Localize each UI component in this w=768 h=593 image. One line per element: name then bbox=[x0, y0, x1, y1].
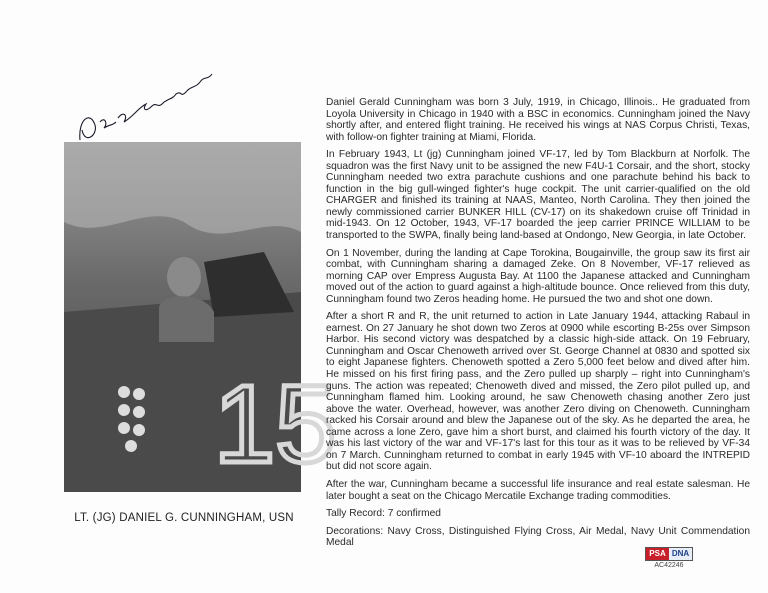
psa-dna-logo bbox=[645, 547, 693, 561]
bio-paragraph-rabaul: After a short R and R, the unit returned to action in Late January 1944, attacking Rabaul in earnest. On 27 January he shot down two Zeros at 0900 while escorting B-25s over Simpson Harbor. His second victory was despatched by a classic high-side attack. On 19 February, Cunningham and Oscar Chenoweth arrived over St. George Channel at 0830 and spotted six to eight Japanese fighters. Chenoweth spotted a Zero 5,000 feet below and dived after him. He missed on his first firing pass, and the Zero pulled up sharply – right into Cunningham's guns. The action was repeated; Chenoweth dived and missed, the Zero pilot pulled up, and Cunningham flamed him. Looking around, he saw Chenoweth chasing another Zero just above the water. Overhead, however, was another Zero diving on Chenoweth. Cunningham racked his Corsair around and blew the Japanese out of the sky. As he departed the area, he came across a lone Zero, gave him a short burst, and claimed his fourth victory of the day. It was his last victory of the war and VF-17's last for this tour as it was to be relieved by VF-34 on 7 March. Cunningham returned to combat in early 1945 with VF-10 aboard the INTREPID but did not score again. bbox=[326, 311, 750, 473]
dna-logo-text: DNA bbox=[669, 548, 692, 560]
tally-record: Tally Record: 7 confirmed bbox=[326, 508, 441, 520]
bio-paragraph-after-war: After the war, Cunningham became a successful life insurance and real estate salesman. He later bought a seat on the Chicago Mercatile Exchange trading commodities. bbox=[326, 478, 750, 502]
pilot-photo bbox=[64, 142, 337, 492]
aircraft-number: 15 bbox=[214, 363, 337, 486]
autograph-signature bbox=[70, 60, 240, 150]
bio-paragraph-early-life: Daniel Gerald Cunningham was born 3 July, 1919, in Chicago, Illinois.. He graduated from Loyola University in Chicago in 1940 with a BSC in economics. Cunningham joined the Navy shortly after, and entered flight training. He received his wings at NAS Corpus Christi, Texas, with follow-on fighter training at Miami, Florida. bbox=[326, 97, 750, 143]
biography-text bbox=[326, 97, 750, 555]
certificate-number: AC42246 bbox=[654, 562, 684, 569]
decorations: Decorations: Navy Cross, Distinguished Flying Cross, Air Medal, Navy Unit Commendation Medal bbox=[326, 525, 750, 549]
photo-caption: LT. (JG) DANIEL G. CUNNINGHAM, USN bbox=[74, 512, 294, 524]
psa-logo-text: PSA bbox=[646, 548, 669, 560]
bio-paragraph-vf17: In February 1943, Lt (jg) Cunningham joined VF-17, led by Tom Blackburn at Norfolk. The squadron was the first Navy unit to be assigned the new F4U-1 Corsair, and the short, stocky Cunningham needed two extra parachute cushions and one parachute behind his back to function in the big gull-winged fighter's huge cockpit. The unit carrier-qualified on the old CHARGER and finished its training at NAAS, Manteo, North Carolina. They then joined the newly commissioned carrier BUNKER HILL (CV-17) on its shakedown cruise off Trinidad in mid-1943. On 12 October, 1943, VF-17 boarded the jeep carrier PRINCE WILLIAM to be transported to the SWPA, finally being land-based at Ondongo, New Georgia, in late October. bbox=[326, 149, 750, 242]
bio-paragraph-first-combat: On 1 November, during the landing at Cape Torokina, Bougainville, the group saw its first air combat, with Cunningham sharing a damaged Zeke. On 8 November, VF-17 relieved as morning CAP over Empress Augusta Bay. At 1100 the Japanese attacked and Cunningham moved out of the action to guard against a high-altitude bounce. Once relieved from this duty, Cunningham found two Zeros heading home. He pursued the two and shot one down. bbox=[326, 247, 750, 305]
